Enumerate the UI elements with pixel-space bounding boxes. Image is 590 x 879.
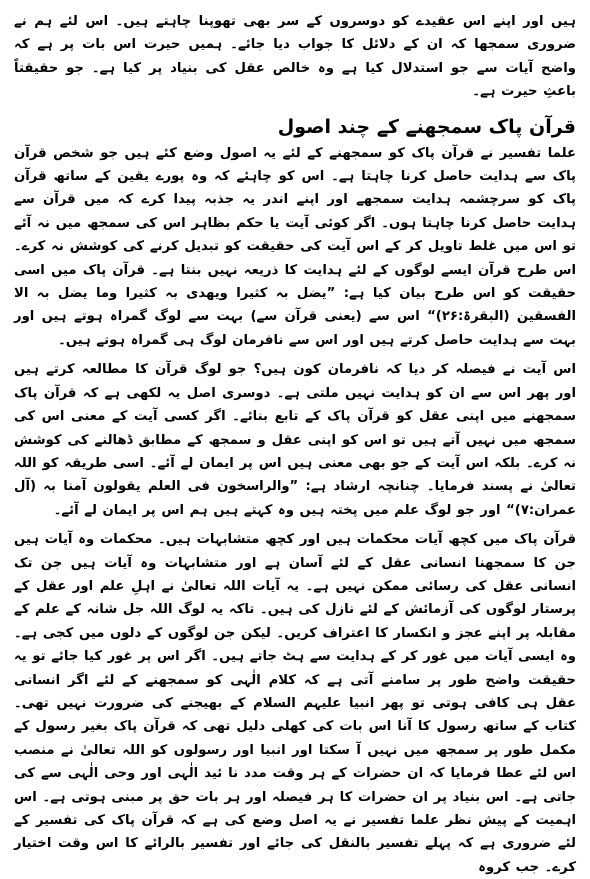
- intro-paragraph: ہیں اور اپنے اس عقیدے کو دوسروں کے سر بھی تھوپنا چاہتے ہیں۔ اس لئے ہم نے ضروری سمجھا کہ ان کے دلائل کا جواب دیا جائے۔ ہمیں حیرت اس بات پر ہے کہ واضح آیات سے جو استدلال کیا ہے وہ خالص عقل کی بنیاد پر کیا ہے۔ جو حقیقتاً باعثِ حیرت ہے۔: [14, 14, 576, 100]
- body-paragraph-2: اس آیت نے فیصلہ کر دیا کہ نافرمان کون ہیں؟ جو لوگ قرآن کا مطالعہ کرتے ہیں اور پھر اس سے ان کو ہدایت نہیں ملتی ہے۔ دوسری اصل یہ لکھی ہے کہ قرآن پاک سمجھنے میں اپنی عقل کو قرآن پاک کے تابع بنائے۔ اگر کسی آیت کے معنی اس کی سمجھ میں نہیں آتے ہیں تو اس کو اپنی عقل و سمجھ کے مطابق ڈھالنے کی کوشش نہ کرے۔ بلکہ اس آیت کے جو بھی معنی ہیں اس پر ایمان لے آئے۔ اسی طریقہ کو اللہ تعالیٰ نے پسند فرمایا۔ چنانچہ ارشاد ہے: ”والراسخون فی العلم یقولون آمنا بہ (آل عمران:۷)“ اور جو لوگ علم میں پختہ ہیں وہ کہتے ہیں ہم اس پر ایمان لے آئے۔: [14, 362, 576, 518]
- body-paragraph-1: علما تفسیر نے قرآن پاک کو سمجھنے کے لئے یہ اصول وضع کئے ہیں جو شخص قرآن پاک سے ہدایت حاصل کرنا چاہتا ہے۔ اس کو چاہئے کہ وہ پورے یقین کے ساتھ قرآن پاک کو سرچشمہ ہدایت سمجھے اور اپنے اندر یہ جذبہ پیدا کرے کہ میں قرآن سے ہدایت حاصل کرنا چاہتا ہوں۔ اگر کوئی آیت یا حکم بظاہر اس کی سمجھ میں نہ آئے تو اس میں غلط تاویل کر کے اس آیت کی حقیقت کو تبدیل کرنے کی کوشش نہ کرے۔ اس طرح قرآن ایسے لوگوں کے لئے ہدایت کا ذریعہ نہیں بنتا ہے۔ قرآن پاک میں اسی حقیقت کو اس طرح بیان کیا ہے: ”یضل بہ کثیرا ویھدی بہ کثیرا وما یضل بہ الا الفسقین (البقرۃ:۲۶)“ اس سے (یعنی قرآن سے) بہت سے لوگ گمراہ ہوتے ہیں اور بہت سے ہدایت حاصل کرتے ہیں اور اس سے نافرمان لوگ ہی گمراہ ہوتے ہیں۔: [14, 145, 576, 348]
- section-heading: قرآن پاک سمجھنے کے چند اصول: [277, 115, 576, 138]
- body-paragraph-3: قرآن پاک میں کچھ آیات محکمات ہیں اور کچھ متشابہات ہیں۔ محکمات وہ آیات ہیں جن کا سمجھنا انسانی عقل کے لئے آسان ہے اور متشابہات وہ آیات ہیں جن تک انسانی عقل کی رسائی ممکن نہیں ہے۔ یہ آیات اللہ تعالیٰ نے اہلِ علم اور عقل کے پرستار لوگوں کی آزمائش کے لئے نازل کی ہیں۔ تاکہ یہ لوگ اللہ جل شانہ کے علم کے مقابلہ پر اپنے عجز و انکسار کا اعتراف کریں۔ لیکن جن لوگوں کے دلوں میں کجی ہے۔ وہ ایسی آیات میں غور کر کے ہدایت سے ہٹ جاتے ہیں۔ اگر اس پر غور کیا جائے تو یہ حقیقت واضح طور پر سامنے آتی ہے کہ کلام الٰہی کو سمجھنے کے لئے اگر انسانی عقل ہی کافی ہوتی تو پھر انبیا علیہم السلام کے بھیجنے کی ضرورت نہیں تھی۔ کتاب کے ساتھ رسول کا آنا اس بات کی کھلی دلیل تھی کہ قرآن پاک بغیر رسول کے مکمل طور پر سمجھ میں نہیں آ سکتا اور انبیا اور رسولوں کو اللہ تعالیٰ نے منصب اس لئے عطا فرمایا کہ ان حضرات کے ہر وقت مدد نا ئید الٰہی اور وحی الٰہی سے کی جاتی ہے۔ اس بنیاد پر ان حضرات کا ہر فیصلہ اور ہر بات حق پر مبنی ہوتی ہے۔ اس اہمیت کے پیش نظر علما تفسیر نے یہ اصل وضع کی ہے کہ قرآن پاک کی تفسیر کے لئے ضروری ہے کہ پہلے تفسیر بالنقل کی جائے اور تفسیر بالرائے کا اس وقت اختیار کرے۔ جب کروہ: [14, 532, 576, 875]
